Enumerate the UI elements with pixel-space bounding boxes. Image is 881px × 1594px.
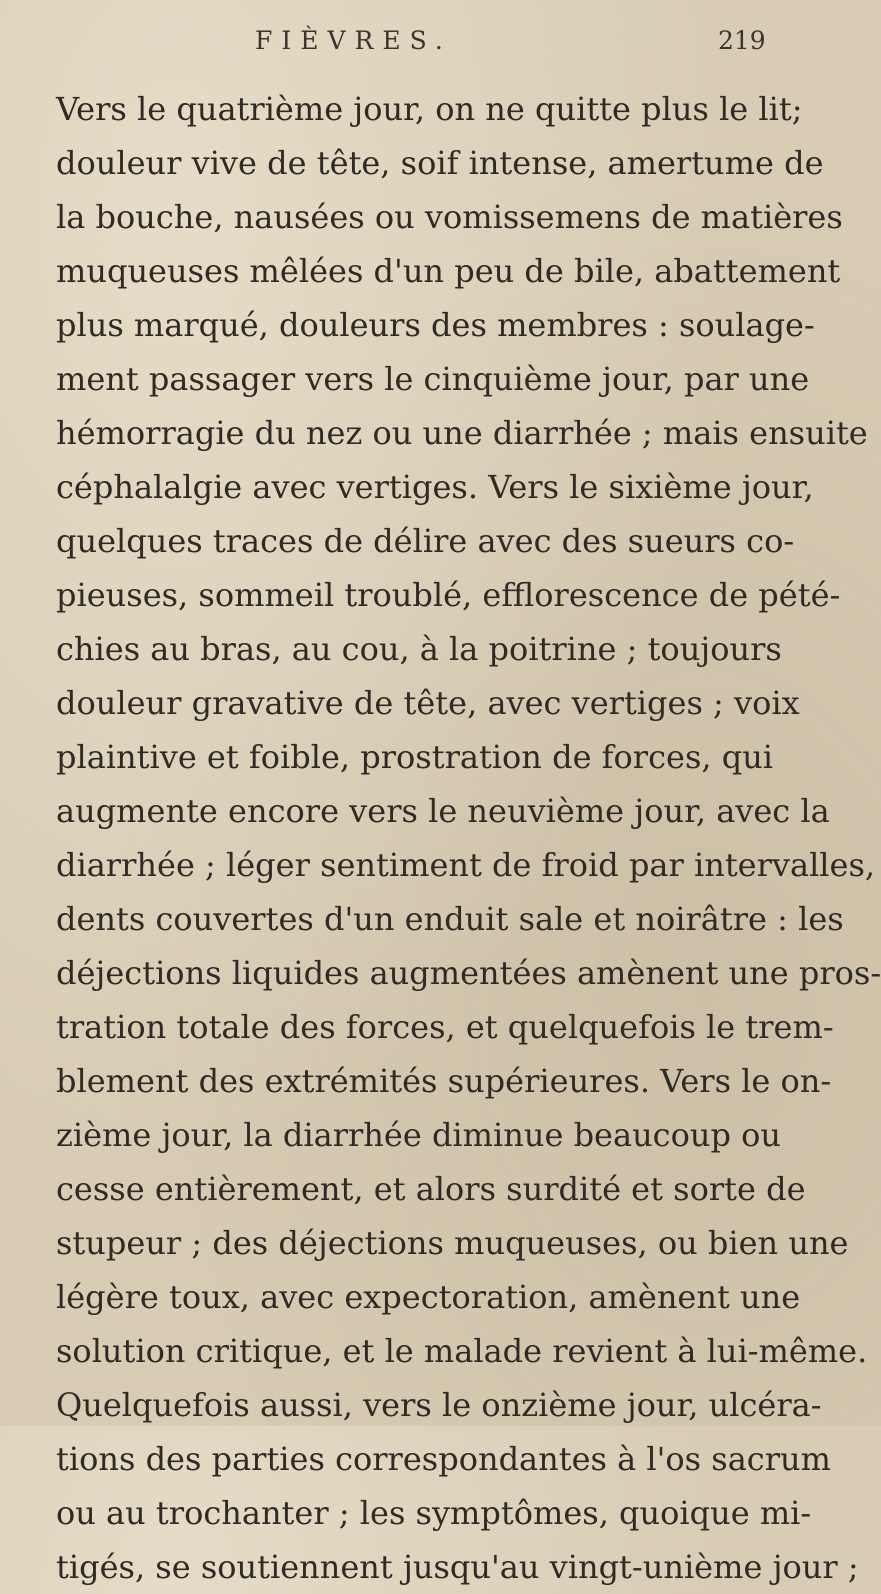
text-line: muqueuses mêlées d'un peu de bile, abattement (56, 252, 841, 290)
text-line: déjections liquides augmentées amènent une pros- (56, 954, 881, 992)
text-line: tration totale des forces, et quelquefois le trem- (56, 1008, 834, 1046)
text-line: stupeur ; des déjections muqueuses, ou bien une (56, 1224, 849, 1262)
body-text (56, 82, 881, 1594)
text-line: la bouche, nausées ou vomissemens de matières (56, 198, 843, 236)
text-line: ou au trochanter ; les symptômes, quoique mi- (56, 1494, 812, 1532)
text-line: diarrhée ; léger sentiment de froid par intervalles, (56, 846, 876, 884)
text-line: céphalalgie avec vertiges. Vers le sixième jour, (56, 468, 814, 506)
text-line: ment passager vers le cinquième jour, par une (56, 360, 810, 398)
text-line: douleur gravative de tête, avec vertiges ; voix (56, 684, 800, 722)
running-head (0, 18, 800, 68)
running-title: FIÈVRES. (255, 26, 452, 55)
text-line: douleur vive de tête, soif intense, amertume de (56, 144, 824, 182)
text-line: chies au bras, au cou, à la poitrine ; toujours (56, 630, 782, 668)
text-line: plaintive et foible, prostration de forces, qui (56, 738, 774, 776)
text-line: plus marqué, douleurs des membres : soulage- (56, 306, 815, 344)
text-line: Quelquefois aussi, vers le onzième jour, ulcéra- (56, 1386, 822, 1424)
text-line: légère toux, avec expectoration, amènent une (56, 1278, 801, 1316)
text-line: zième jour, la diarrhée diminue beaucoup ou (56, 1116, 781, 1154)
text-line: hémorragie du nez ou une diarrhée ; mais ensuite (56, 414, 868, 452)
text-line: quelques traces de délire avec des sueurs co- (56, 522, 795, 560)
text-line: augmente encore vers le neuvième jour, avec la (56, 792, 830, 830)
text-line: blement des extrémités supérieures. Vers le on- (56, 1062, 832, 1100)
page-number: 219 (718, 26, 766, 55)
text-line: solution critique, et le malade revient à lui-même. (56, 1332, 868, 1370)
text-line: pieuses, sommeil troublé, efflorescence de pété- (56, 576, 841, 614)
text-line: tions des parties correspondantes à l'os sacrum (56, 1440, 831, 1478)
text-line: tigés, se soutiennent jusqu'au vingt-unième jour ; (56, 1548, 859, 1586)
text-line: Vers le quatrième jour, on ne quitte plus le lit; (56, 90, 803, 128)
text-line: dents couvertes d'un enduit sale et noirâtre : les (56, 900, 844, 938)
text-line: cesse entièrement, et alors surdité et sorte de (56, 1170, 806, 1208)
